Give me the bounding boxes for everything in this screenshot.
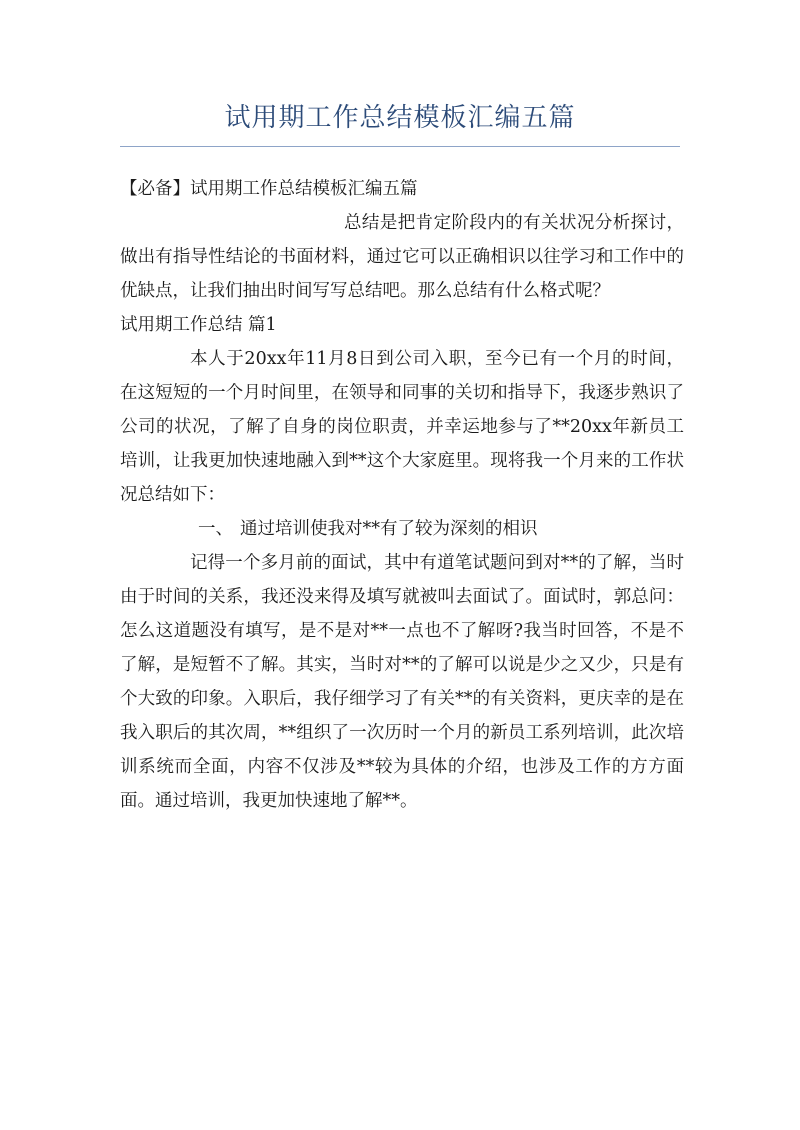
document-title: 试用期工作总结模板汇编五篇 (224, 103, 576, 133)
item-title: 通过培训使我对**有了较为深刻的相识 (240, 519, 538, 539)
title-underline (120, 146, 680, 147)
item-number: 一、 (198, 519, 233, 539)
section-heading: 试用期工作总结 篇1 (120, 315, 277, 335)
document-body (120, 172, 684, 818)
intro-paragraph: 总结是把肯定阶段内的有关状况分析探讨，做出有指导性结论的书面材料，通过它可以正确相识以往学习和工作中的优缺点，让我们抽出时间写写总结吧。那么总结有什么格式呢？ (120, 213, 684, 301)
paragraph-1: 本人于20xx年11月8日到公司入职，至今已有一个月的时间，在这短短的一个月时间里，在领导和同事的关切和指导下，我逐步熟识了公司的状况，了解了自身的岗位职责，并幸运地参与了**20xx年新员工培训，让我更加快速地融入到**这个大家庭里。现将我一个月来的工作状况总结如下： (120, 349, 684, 505)
document-subtitle: 【必备】试用期工作总结模板汇编五篇 (120, 179, 418, 199)
paragraph-2: 记得一个多月前的面试，其中有道笔试题问到对**的了解，当时由于时间的关系，我还没来得及填写就被叫去面试了。面试时，郭总问：怎么这道题没有填写，是不是对**一点也不了解呀?我当时回答，不是不了解，是短暂不了解。其实，当时对**的了解可以说是少之又少，只是有个大致的印象。入职后，我仔细学习了有关**的有关资料，更庆幸的是在我入职后的其次周，**组织了一次历时一个月的新员工系列培训，此次培训系统而全面，内容不仅涉及**较为具体的介绍，也涉及工作的方方面面。通过培训，我更加快速地了解**。 (120, 553, 684, 811)
item-heading (120, 512, 684, 546)
